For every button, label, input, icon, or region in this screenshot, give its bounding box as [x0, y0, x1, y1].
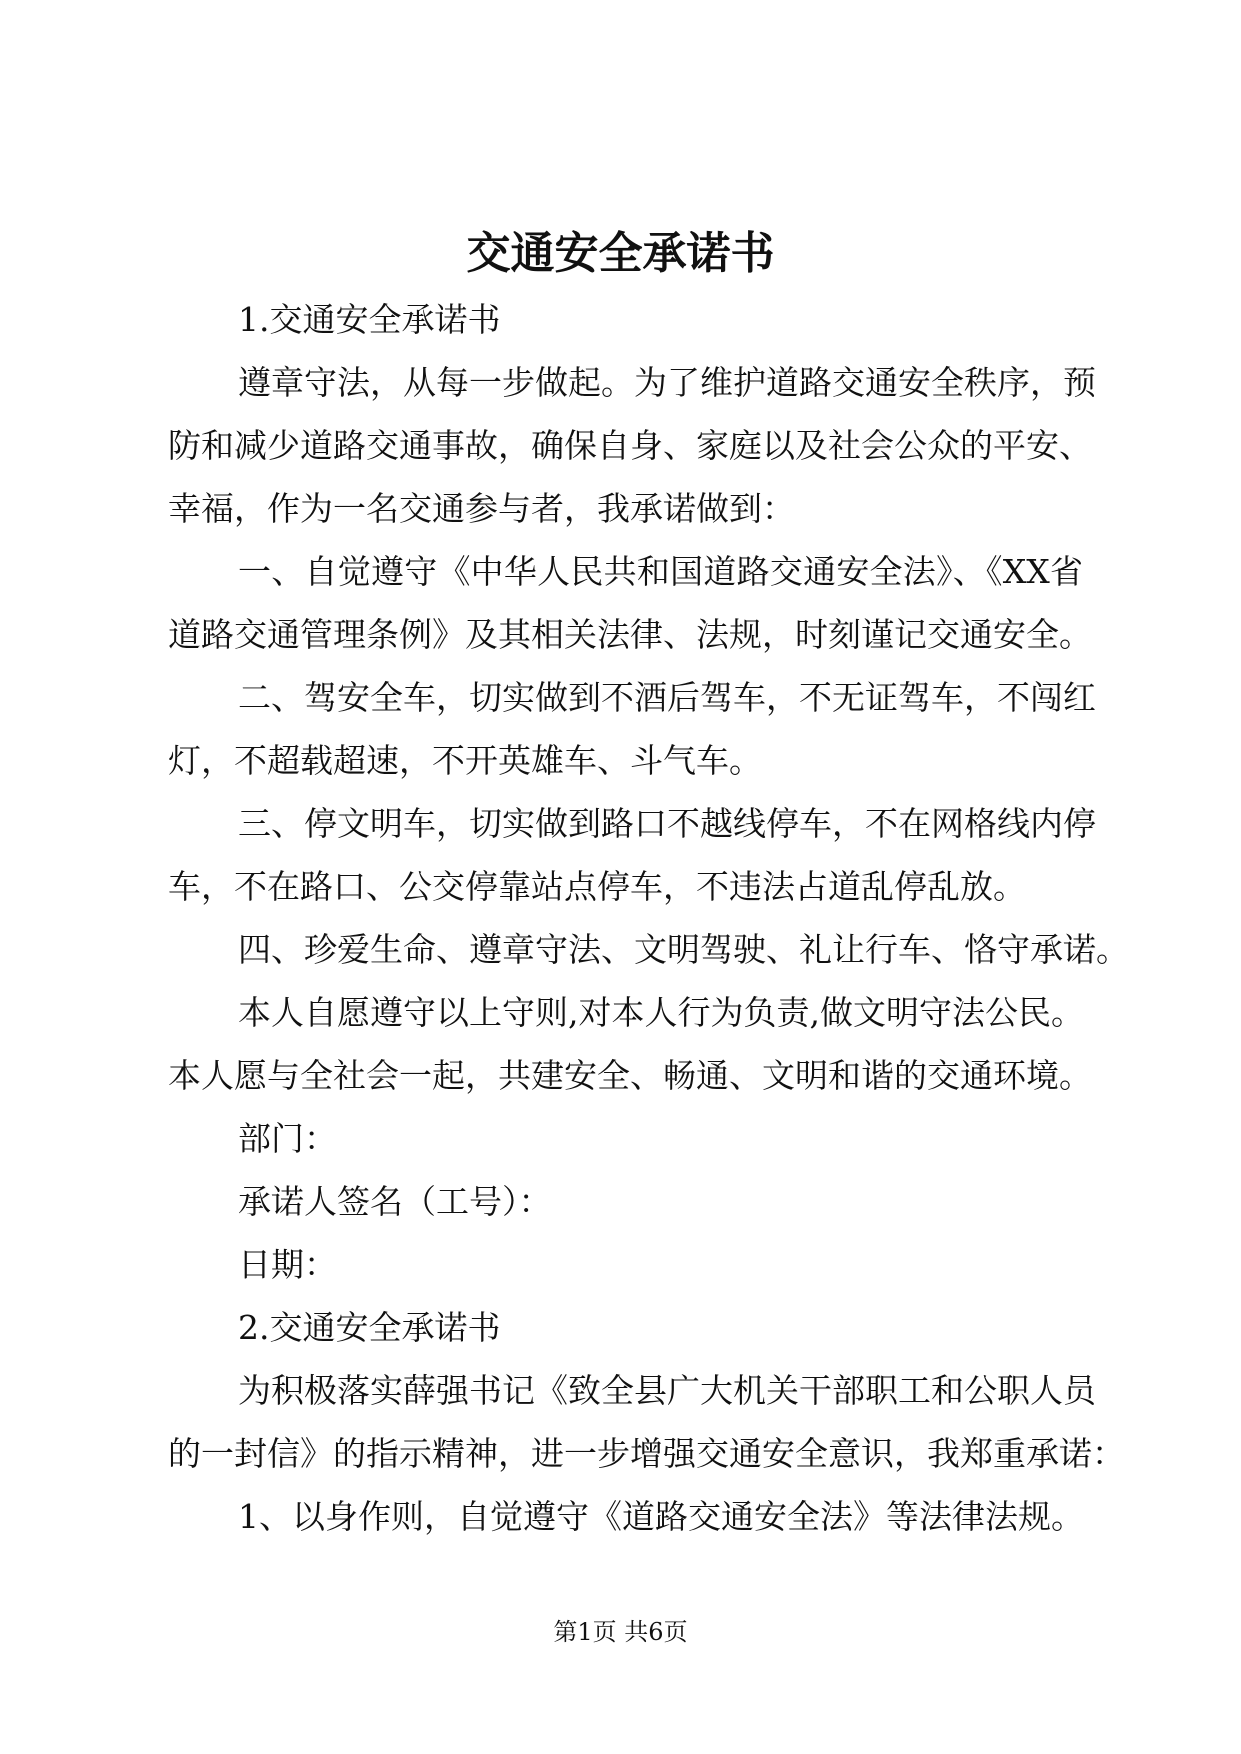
document-title: 交通安全承诺书: [466, 228, 775, 279]
paragraph-line: 道路交通管理条例》及其相关法律、法规，时刻谨记交通安全。: [168, 615, 1092, 654]
paragraph-line: 二、驾安全车，切实做到不酒后驾车，不无证驾车，不闯红: [238, 678, 1096, 717]
paragraph-line: 防和减少道路交通事故，确保自身、家庭以及社会公众的平安、: [168, 426, 1092, 465]
document-body: [168, 288, 1129, 1548]
paragraph-line: 1、以身作则，自觉遵守《道路交通安全法》等法律法规。: [238, 1497, 1084, 1536]
paragraph-line: 四、珍爱生命、遵章守法、文明驾驶、礼让行车、恪守承诺。: [238, 930, 1129, 969]
paragraph-line: 2.交通安全承诺书: [238, 1308, 501, 1347]
paragraph-line: 日期：: [238, 1245, 337, 1284]
paragraph-line: 本人自愿遵守以上守则,对本人行为负责,做文明守法公民。: [238, 993, 1084, 1032]
paragraph-line: 三、停文明车，切实做到路口不越线停车，不在网格线内停: [238, 804, 1096, 843]
paragraph-line: 幸福，作为一名交通参与者，我承诺做到：: [168, 489, 795, 528]
paragraph-line: 车，不在路口、公交停靠站点停车，不违法占道乱停乱放。: [168, 867, 1026, 906]
page-footer: 第1页 共6页: [553, 1618, 688, 1646]
paragraph-line: 为积极落实薛强书记《致全县广大机关干部职工和公职人员: [238, 1371, 1096, 1410]
paragraph-line: 灯，不超载超速，不开英雄车、斗气车。: [168, 741, 762, 780]
paragraph-line: 一、自觉遵守《中华人民共和国道路交通安全法》、《XX省: [238, 552, 1083, 591]
paragraph-line: 的一封信》的指示精神，进一步增强交通安全意识，我郑重承诺：: [168, 1434, 1125, 1473]
paragraph-line: 1.交通安全承诺书: [238, 300, 501, 339]
paragraph-line: 承诺人签名（工号）：: [238, 1182, 552, 1221]
paragraph-line: 遵章守法，从每一步做起。为了维护道路交通安全秩序，预: [238, 363, 1096, 402]
paragraph-line: 本人愿与全社会一起，共建安全、畅通、文明和谐的交通环境。: [168, 1056, 1092, 1095]
paragraph-line: 部门：: [238, 1119, 337, 1158]
